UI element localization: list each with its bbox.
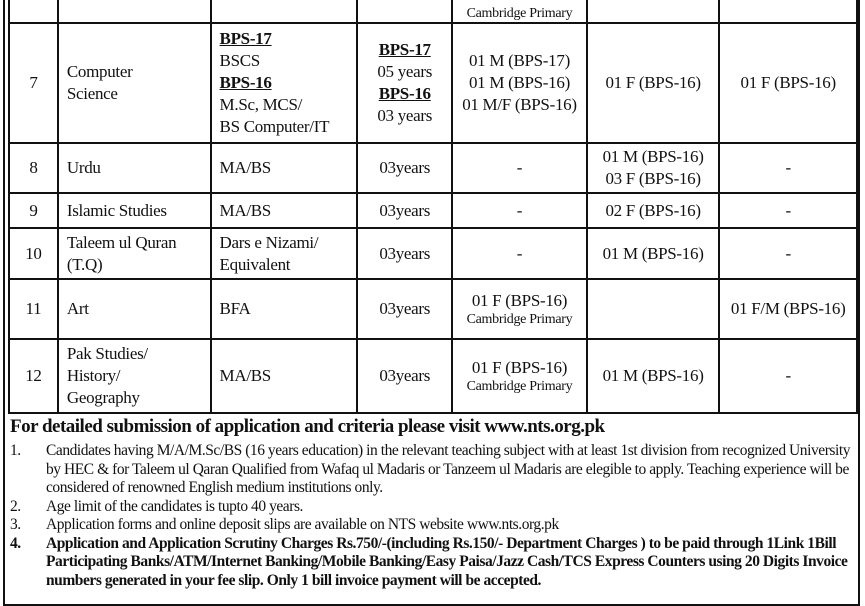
cell-subject	[58, 339, 211, 413]
cell-line: Science	[66, 84, 118, 103]
cell-col4	[452, 279, 587, 339]
cell-experience	[357, 143, 452, 193]
cell-col5	[587, 23, 720, 143]
cell-line: Urdu	[66, 158, 101, 177]
cell-no	[9, 143, 58, 193]
cell-line: BPS-17	[219, 29, 272, 48]
cell-line: Art	[66, 299, 89, 318]
cell-no	[9, 23, 58, 143]
row-number: 11	[25, 299, 42, 318]
cell-col5	[587, 279, 720, 339]
cell-qualification	[211, 23, 358, 143]
row-number: 7	[29, 73, 38, 92]
cell-line: 03years	[379, 299, 431, 318]
cell-qualification	[211, 279, 358, 339]
cell-line: 03years	[379, 366, 431, 385]
cell-qualification	[211, 339, 358, 413]
cell-col6	[719, 23, 857, 143]
cell-note: Cambridge Primary	[466, 312, 573, 327]
cell-line: Geography	[66, 388, 140, 407]
cell-line: BPS-16	[378, 84, 431, 103]
cell-line: 02 F (BPS-16)	[605, 200, 701, 220]
cell-subject	[58, 279, 211, 339]
cell-col6	[719, 193, 857, 228]
cell-line: 01 M (BPS-17)	[468, 51, 570, 70]
cell-line: Taleem ul Quran	[66, 232, 177, 252]
cell-col4	[452, 339, 587, 413]
cell-line: BFA	[219, 299, 251, 318]
cell-col6	[719, 143, 857, 193]
cell-experience	[357, 23, 452, 143]
cell-line: BPS-17	[378, 40, 431, 59]
cell-col6	[719, 339, 857, 413]
cell-col5	[587, 339, 720, 413]
cell-line: 03 F (BPS-16)	[605, 169, 701, 188]
cell-line: 03years	[379, 243, 431, 263]
cell-subject	[58, 23, 211, 143]
cell-subject	[58, 143, 211, 193]
cell-line: 01 M (BPS-16)	[602, 147, 704, 166]
cell-line: 01 F (BPS-16)	[605, 73, 701, 92]
cell-no	[9, 339, 58, 413]
note-item	[10, 442, 858, 498]
cell-no	[9, 193, 58, 228]
cell-col4	[452, 143, 587, 193]
cell-experience	[357, 339, 452, 413]
note-item	[10, 535, 858, 591]
cell-line: (T.Q)	[66, 254, 103, 274]
row-number: 9	[29, 200, 38, 220]
cell-line: Computer	[66, 62, 133, 81]
note-text: Age limit of the candidates is tupto 40 years.	[46, 497, 303, 515]
cell-line: MA/BS	[219, 200, 271, 220]
table-row	[9, 23, 857, 143]
cell-line: 01 M/F (BPS-16)	[462, 95, 577, 114]
cell-line: -	[785, 243, 791, 263]
cell-line: -	[785, 200, 791, 220]
note-item	[10, 516, 858, 535]
row-number: 10	[25, 243, 42, 263]
cell-note: Cambridge Primary	[466, 379, 573, 394]
cell-line: 01 F/M (BPS-16)	[730, 299, 846, 318]
cell-note: Cambridge Primary	[466, 6, 573, 21]
table-row	[9, 339, 857, 413]
note-number: 3.	[10, 516, 21, 533]
cell-line: 01 F (BPS-16)	[471, 358, 568, 377]
cell-line: Pak Studies/	[66, 344, 148, 363]
table-row	[9, 193, 857, 228]
vacancy-table	[8, 0, 858, 414]
note-text: Application and Application Scrutiny Charges Rs.750/-(including Rs.150/- Department Charges ) to be paid through 1Link 1Bill Participating Banks/ATM/Internet Banking/Mobile Banking/Easy Paisa/Jazz Cash/TCS Express Counters using 20 Digits Invoice numbers generated in your fee slip. Only 1 bill invoice payment will be accepted.	[46, 534, 848, 589]
cell-line: MA/BS	[219, 366, 271, 385]
cell-line: BS Computer/IT	[219, 117, 330, 136]
cell-line: 01 M (BPS-16)	[468, 73, 570, 92]
cell-line: 05 years	[377, 62, 433, 81]
cell-line: -	[516, 200, 523, 220]
cell-line: 03years	[379, 158, 431, 177]
cell-line: Equivalent	[219, 254, 291, 274]
cell-experience	[357, 193, 452, 228]
cell-col6	[719, 279, 857, 339]
cell-line: MA/BS	[219, 158, 271, 177]
table-row	[9, 279, 857, 339]
notes-list	[10, 442, 858, 590]
cell-qualification	[211, 228, 358, 279]
cell-line: Islamic Studies	[66, 200, 167, 220]
note-number: 4.	[10, 534, 21, 552]
note-number: 2.	[10, 497, 21, 515]
table-row	[9, 228, 857, 279]
footer-heading: For detailed submission of application and criteria please visit www.nts.org.pk	[10, 416, 605, 437]
cell-line: -	[516, 158, 523, 177]
cell-line: 01 M (BPS-16)	[602, 366, 704, 385]
cell-line: History/	[66, 366, 121, 385]
cell-col5	[587, 143, 720, 193]
cell-col5	[587, 193, 720, 228]
cell-col4	[452, 228, 587, 279]
cell-subject	[58, 228, 211, 279]
cell-col6	[719, 228, 857, 279]
cell-line: -	[785, 366, 791, 385]
cell-line: BPS-16	[219, 73, 272, 92]
row-number: 12	[25, 366, 42, 385]
cell-line: BSCS	[219, 51, 260, 70]
row-number: 8	[29, 158, 38, 177]
cell-line: 01 F (BPS-16)	[740, 73, 836, 92]
note-text: Application forms and online deposit slips are available on NTS website www.nts.org.pk	[46, 516, 559, 533]
cell-subject	[58, 193, 211, 228]
note-number: 1.	[10, 442, 21, 459]
cell-line: -	[516, 243, 523, 263]
cell-no	[9, 228, 58, 279]
cell-line: 03years	[379, 200, 431, 220]
table-row-partial	[9, 0, 857, 23]
cell-qualification	[211, 193, 358, 228]
cell-experience	[357, 228, 452, 279]
cell-line: Dars e Nizami/	[219, 232, 319, 252]
cell-col5	[587, 228, 720, 279]
cell-line: 03 years	[377, 106, 433, 125]
cell-line: -	[785, 158, 791, 177]
table-row	[9, 143, 857, 193]
cell-experience	[357, 279, 452, 339]
cell-line: 01 M (BPS-16)	[602, 243, 704, 263]
cell-qualification	[211, 143, 358, 193]
cell-no	[9, 279, 58, 339]
cell-line: 01 F (BPS-16)	[471, 291, 568, 310]
cell-col4	[452, 23, 587, 143]
cell-col4	[452, 193, 587, 228]
note-item	[10, 498, 858, 517]
cell-line: M.Sc, MCS/	[219, 95, 303, 114]
note-text: Candidates having M/A/M.Sc/BS (16 years education) in the relevant teaching subject with at least 1st division from recognized University by HEC & for Taleem ul Qaran Qualified from Wafaq ul Madaris or Tanzeem ul Madaris are elegible to apply. Teaching experience will be considered of renowned English medium institutions only.	[46, 442, 850, 496]
